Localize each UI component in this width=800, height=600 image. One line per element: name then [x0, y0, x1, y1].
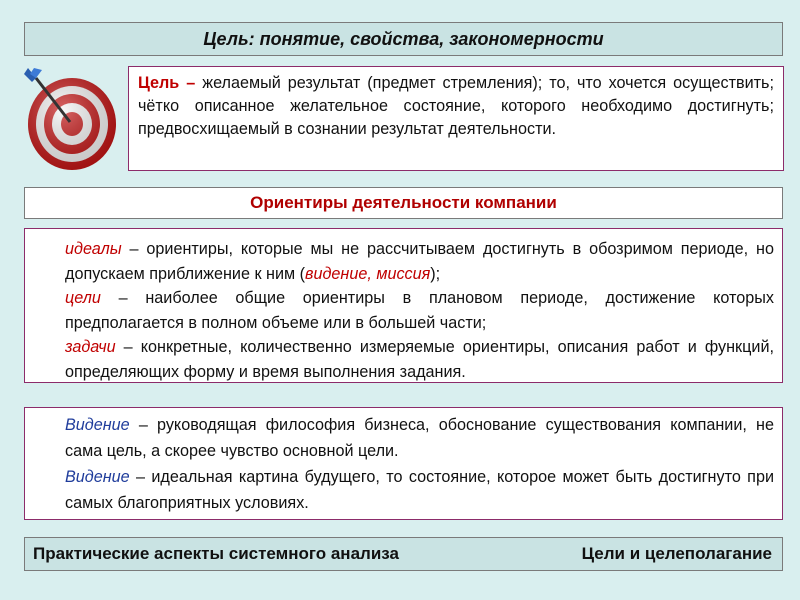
vision-paragraph-1: [31, 412, 774, 464]
definition-term: Цель –: [138, 74, 196, 92]
tasks-paragraph: [31, 335, 774, 384]
footer-bar: [24, 537, 783, 571]
vision-text-2: – идеальная картина будущего, то состояние, которое может быть достигнуто при самых благоприятных условиях.: [65, 468, 774, 512]
vision-term-2: Видение: [65, 468, 130, 486]
tasks-text: – конкретные, количественно измеряемые ориентиры, описания работ и функций, определяющих форму и время выполнения задания.: [65, 338, 774, 381]
header-title-bar: [24, 22, 783, 56]
footer-left: Практические аспекты системного анализа: [33, 544, 399, 563]
ideals-term: идеалы: [65, 240, 122, 258]
footer-right: Цели и целеполагание: [581, 544, 772, 563]
definition-box: [128, 66, 784, 171]
target-dart-icon: [14, 64, 122, 172]
section-title: Ориентиры деятельности компании: [250, 193, 557, 212]
ideals-text: – ориентиры, которые мы не рассчитываем достигнуть в обозримом периоде, но допускаем приближение к ним (: [65, 240, 774, 283]
vision-box: [24, 407, 783, 520]
vision-term-1: Видение: [65, 416, 130, 434]
goals-paragraph: [31, 286, 774, 335]
orientations-box: [24, 228, 783, 383]
definition-text: желаемый результат (предмет стремления); то, что хочется осуществить; чётко описанное желательное состояние, которого необходимо достигнуть; предвосхищаемый в сознании результат деятельности.: [138, 74, 774, 138]
goals-text: – наиболее общие ориентиры в плановом периоде, достижение которых предполагается в полном объеме или в большей части;: [65, 289, 774, 332]
ideals-paren: видение, миссия: [305, 264, 431, 283]
ideals-paragraph: [31, 237, 774, 286]
ideals-end: );: [430, 264, 441, 283]
tasks-term: задачи: [65, 338, 116, 356]
vision-paragraph-2: [31, 464, 774, 516]
goals-term: цели: [65, 289, 101, 307]
section-title-bar: [24, 187, 783, 219]
header-title: Цель: понятие, свойства, закономерности: [203, 28, 604, 49]
vision-text-1: – руководящая философия бизнеса, обоснование существования компании, не сама цель, а скорее чувство основной цели.: [65, 416, 774, 460]
